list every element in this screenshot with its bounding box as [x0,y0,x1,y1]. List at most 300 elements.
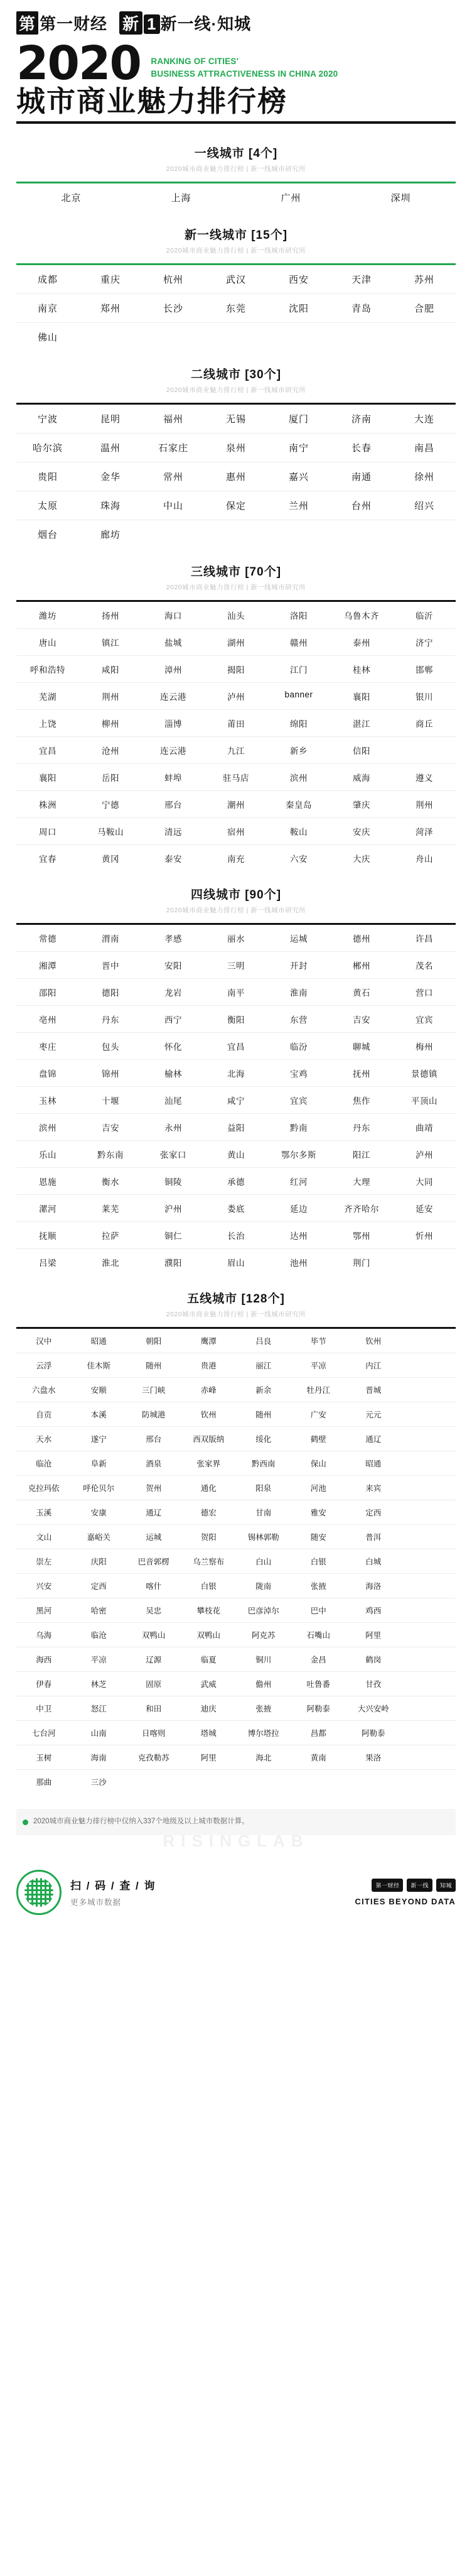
city-cell[interactable]: 临沂 [393,602,456,629]
city-cell[interactable]: 平凉 [291,1353,346,1378]
city-cell[interactable]: 常州 [142,462,205,491]
city-cell[interactable]: 南充 [227,854,245,865]
city-cell[interactable]: 鄂尔多斯 [267,1141,330,1168]
city-cell[interactable]: 德州 [330,925,393,952]
city-cell[interactable]: 泰州 [330,629,393,656]
city-cell[interactable]: 三门峡 [126,1378,181,1402]
city-cell[interactable]: 宁波 [16,405,79,434]
city-cell[interactable]: 白银 [181,1574,237,1598]
city-cell[interactable]: 曲靖 [393,1114,456,1141]
city-cell[interactable]: 北京 [61,193,82,204]
city-cell[interactable]: 呼伦贝尔 [72,1476,127,1500]
city-cell[interactable]: 日喀则 [126,1721,181,1745]
city-cell[interactable]: 连云港 [142,683,205,710]
city-cell[interactable]: 亳州 [16,1006,79,1033]
city-cell[interactable]: 重庆 [79,265,142,294]
city-cell[interactable]: 珠海 [79,491,142,520]
city-cell[interactable]: 本溪 [72,1402,127,1427]
city-cell[interactable]: 镇江 [79,629,142,656]
city-cell[interactable]: 洛阳 [267,602,330,629]
city-cell[interactable]: 定西 [346,1500,401,1525]
city-cell[interactable]: 遂宁 [72,1427,127,1451]
city-cell[interactable]: 邯郸 [393,656,456,683]
city-cell[interactable]: 长治 [205,1222,267,1249]
city-cell[interactable]: 乌兰察布 [181,1549,237,1574]
city-cell[interactable]: 遵义 [393,764,456,791]
city-cell[interactable]: 甘孜 [346,1672,401,1696]
city-cell[interactable]: 绍兴 [393,491,456,520]
city-cell[interactable]: 吴忠 [126,1598,181,1623]
city-cell[interactable]: 阿勒泰 [346,1721,401,1745]
city-cell[interactable]: 贺州 [126,1476,181,1500]
qr-code-icon[interactable] [16,1870,62,1915]
city-cell[interactable]: 梅州 [393,1033,456,1060]
city-cell[interactable]: 景德镇 [393,1060,456,1087]
city-cell[interactable]: 乌海 [16,1623,72,1647]
city-cell[interactable]: 深圳 [390,193,411,204]
city-cell[interactable]: 九江 [205,737,267,764]
city-cell[interactable]: 荆门 [353,1258,370,1269]
city-cell[interactable]: 兰州 [267,491,330,520]
city-cell[interactable]: 石嘴山 [291,1623,346,1647]
city-cell[interactable]: 自贡 [16,1402,72,1427]
city-cell[interactable]: 株洲 [16,791,79,818]
city-cell[interactable]: 平凉 [72,1647,127,1672]
city-cell[interactable]: 天水 [16,1427,72,1451]
city-cell[interactable]: 绥化 [236,1427,291,1451]
city-cell[interactable]: 临沧 [72,1623,127,1647]
city-cell[interactable]: 舟山 [416,854,433,865]
city-cell[interactable]: 云浮 [16,1353,72,1378]
city-cell[interactable]: 包头 [79,1033,142,1060]
city-cell[interactable]: 六盘水 [16,1378,72,1402]
city-cell[interactable]: 绵阳 [267,710,330,737]
city-cell[interactable]: 海西 [16,1647,72,1672]
city-cell[interactable]: 阳江 [330,1141,393,1168]
city-cell[interactable]: 沪州 [142,1195,205,1222]
city-cell[interactable]: 玉树 [16,1745,72,1770]
city-cell[interactable]: 延边 [267,1195,330,1222]
city-cell[interactable]: 周口 [16,818,79,845]
city-cell[interactable]: 广安 [291,1402,346,1427]
city-cell[interactable]: banner [267,683,330,710]
city-cell[interactable]: 双鸭山 [126,1623,181,1647]
city-cell[interactable]: 汕头 [205,602,267,629]
city-cell[interactable]: 阿里 [346,1623,401,1647]
city-cell[interactable]: 惠州 [205,462,267,491]
city-cell[interactable]: 玉林 [16,1087,79,1114]
city-cell[interactable]: 山南 [72,1721,127,1745]
city-cell[interactable]: 黔西南 [236,1451,291,1476]
city-cell[interactable]: 滨州 [267,764,330,791]
city-cell[interactable]: 昆明 [79,405,142,434]
city-cell[interactable]: 金昌 [291,1647,346,1672]
city-cell[interactable]: 阜新 [72,1451,127,1476]
city-cell[interactable]: 苏州 [393,265,456,294]
city-cell[interactable]: 鞍山 [267,818,330,845]
city-cell[interactable]: 徐州 [393,462,456,491]
city-cell[interactable]: 陇南 [236,1574,291,1598]
city-cell[interactable]: 吉安 [330,1006,393,1033]
city-cell[interactable]: 宝鸡 [267,1060,330,1087]
city-cell[interactable]: 东营 [267,1006,330,1033]
city-cell[interactable]: 中山 [142,491,205,520]
city-cell[interactable]: 上海 [171,193,191,204]
city-cell[interactable]: 柳州 [79,710,142,737]
city-cell[interactable]: 兴安 [16,1574,72,1598]
city-cell[interactable]: 塔城 [181,1721,237,1745]
city-cell[interactable]: 南昌 [393,434,456,462]
city-cell[interactable]: 邢台 [142,791,205,818]
city-cell[interactable]: 运城 [126,1525,181,1549]
city-cell[interactable]: 台州 [330,491,393,520]
city-cell[interactable]: 烟台 [37,530,58,541]
city-cell[interactable]: 莱芜 [79,1195,142,1222]
city-cell[interactable]: 防城港 [126,1402,181,1427]
city-cell[interactable]: 桂林 [330,656,393,683]
city-cell[interactable]: 拉萨 [79,1222,142,1249]
city-cell[interactable]: 连云港 [142,737,205,764]
city-cell[interactable]: 甘南 [236,1500,291,1525]
city-cell[interactable]: 迪庆 [181,1696,237,1721]
city-cell[interactable]: 嘉峪关 [72,1525,127,1549]
city-cell[interactable]: 承德 [205,1168,267,1195]
city-cell[interactable]: 黄山 [205,1141,267,1168]
city-cell[interactable]: 衡水 [79,1168,142,1195]
city-cell[interactable]: 白山 [236,1549,291,1574]
city-cell[interactable]: 铜仁 [142,1222,205,1249]
city-cell[interactable]: 鄂州 [330,1222,393,1249]
city-cell[interactable]: 泉州 [205,434,267,462]
scan-block[interactable] [16,1870,156,1915]
city-cell[interactable]: 随州 [126,1353,181,1378]
city-cell[interactable]: 黑河 [16,1598,72,1623]
city-cell[interactable]: 呼和浩特 [16,656,79,683]
city-cell[interactable]: 西双版纳 [181,1427,237,1451]
city-cell[interactable]: 双鸭山 [181,1623,237,1647]
city-cell[interactable]: 伊春 [16,1672,72,1696]
city-cell[interactable]: 淮北 [102,1258,119,1269]
city-cell[interactable]: 厦门 [267,405,330,434]
city-cell[interactable]: 潍坊 [16,602,79,629]
city-cell[interactable]: 湛江 [330,710,393,737]
city-cell[interactable]: 东莞 [205,294,267,323]
city-cell[interactable]: 忻州 [393,1222,456,1249]
city-cell[interactable]: 盐城 [142,629,205,656]
city-cell[interactable]: 临夏 [181,1647,237,1672]
city-cell[interactable]: 唐山 [16,629,79,656]
city-cell[interactable]: 牡丹江 [291,1378,346,1402]
city-cell[interactable]: 通辽 [346,1427,401,1451]
city-cell[interactable]: 阿里 [181,1745,237,1770]
city-cell[interactable]: 济南 [330,405,393,434]
city-cell[interactable]: 湖州 [205,629,267,656]
city-cell[interactable]: 巴音郭楞 [126,1549,181,1574]
city-cell[interactable]: 六安 [290,854,308,865]
city-cell[interactable]: 十堰 [79,1087,142,1114]
city-cell[interactable]: 黄冈 [102,854,119,865]
city-cell[interactable]: 海北 [236,1745,291,1770]
city-cell[interactable]: 龙岩 [142,979,205,1006]
city-cell[interactable]: 鹤岗 [346,1647,401,1672]
city-cell[interactable]: 乐山 [16,1141,79,1168]
city-cell[interactable]: 安康 [72,1500,127,1525]
city-cell[interactable]: 那曲 [36,1778,52,1787]
city-cell[interactable]: 抚顺 [16,1222,79,1249]
city-cell[interactable]: 新余 [236,1378,291,1402]
city-cell[interactable]: 银川 [393,683,456,710]
city-cell[interactable]: 襄阳 [16,764,79,791]
city-cell[interactable]: 南宁 [267,434,330,462]
city-cell[interactable]: 晋中 [79,952,142,979]
city-cell[interactable]: 海洛 [346,1574,401,1598]
city-cell[interactable]: 张家口 [142,1141,205,1168]
city-cell[interactable]: 酒泉 [126,1451,181,1476]
city-cell[interactable]: 普洱 [346,1525,401,1549]
city-cell[interactable]: 海南 [72,1745,127,1770]
city-cell[interactable]: 临汾 [267,1033,330,1060]
city-cell[interactable]: 枣庄 [16,1033,79,1060]
city-cell[interactable]: 汕尾 [142,1087,205,1114]
city-cell[interactable]: 孝感 [142,925,205,952]
city-cell[interactable]: 和田 [126,1696,181,1721]
city-cell[interactable]: 淄博 [142,710,205,737]
city-cell[interactable]: 临沧 [16,1451,72,1476]
city-cell[interactable]: 武威 [181,1672,237,1696]
city-cell[interactable]: 秦皇岛 [267,791,330,818]
city-cell[interactable]: 漳州 [142,656,205,683]
city-cell[interactable]: 雅安 [291,1500,346,1525]
city-cell[interactable]: 哈密 [72,1598,127,1623]
city-cell[interactable]: 铜陵 [142,1168,205,1195]
city-cell[interactable]: 大兴安岭 [346,1696,401,1721]
city-cell[interactable]: 德阳 [79,979,142,1006]
city-cell[interactable]: 无锡 [205,405,267,434]
city-cell[interactable]: 固原 [126,1672,181,1696]
city-cell[interactable]: 黄南 [291,1745,346,1770]
city-cell[interactable]: 开封 [267,952,330,979]
city-cell[interactable]: 果洛 [346,1745,401,1770]
city-cell[interactable]: 咸宁 [205,1087,267,1114]
city-cell[interactable]: 钦州 [181,1402,237,1427]
city-cell[interactable]: 贵阳 [16,462,79,491]
city-cell[interactable]: 博尔塔拉 [236,1721,291,1745]
city-cell[interactable]: 宜春 [39,854,56,865]
city-cell[interactable]: 怒江 [72,1696,127,1721]
city-cell[interactable]: 儋州 [236,1672,291,1696]
city-cell[interactable]: 北海 [205,1060,267,1087]
city-cell[interactable]: 沧州 [79,737,142,764]
city-cell[interactable]: 齐齐哈尔 [330,1195,393,1222]
city-cell[interactable]: 泸州 [393,1141,456,1168]
city-cell[interactable]: 渭南 [79,925,142,952]
city-cell[interactable]: 铜川 [236,1647,291,1672]
city-cell[interactable]: 庆阳 [72,1549,127,1574]
city-cell[interactable]: 锦州 [79,1060,142,1087]
city-cell[interactable]: 驻马店 [205,764,267,791]
city-cell[interactable]: 哈尔滨 [16,434,79,462]
city-cell[interactable]: 通化 [181,1476,237,1500]
city-cell[interactable]: 吕梁 [39,1258,56,1269]
city-cell[interactable]: 丹东 [330,1114,393,1141]
city-cell[interactable]: 池州 [290,1258,308,1269]
city-cell[interactable]: 蚌埠 [142,764,205,791]
city-cell[interactable]: 廊坊 [100,530,121,541]
city-cell[interactable]: 张掖 [291,1574,346,1598]
city-cell[interactable]: 咸阳 [79,656,142,683]
city-cell[interactable]: 清远 [142,818,205,845]
city-cell[interactable]: 合肥 [393,294,456,323]
city-cell[interactable]: 吕良 [236,1329,291,1353]
city-cell[interactable]: 阳泉 [236,1476,291,1500]
city-cell[interactable]: 阿勒泰 [291,1696,346,1721]
city-cell[interactable]: 红河 [267,1168,330,1195]
city-cell[interactable]: 上饶 [16,710,79,737]
city-cell[interactable]: 黔南 [267,1114,330,1141]
city-cell[interactable]: 张家界 [181,1451,237,1476]
city-cell[interactable]: 揭阳 [205,656,267,683]
city-cell[interactable]: 阿克苏 [236,1623,291,1647]
city-cell[interactable]: 西宁 [142,1006,205,1033]
city-cell[interactable]: 西安 [267,265,330,294]
city-cell[interactable]: 延安 [393,1195,456,1222]
city-cell[interactable]: 克拉玛依 [16,1476,72,1500]
city-cell[interactable]: 丽水 [205,925,267,952]
city-cell[interactable]: 宜昌 [205,1033,267,1060]
city-cell[interactable]: 昭通 [72,1329,127,1353]
city-cell[interactable]: 郴州 [330,952,393,979]
city-cell[interactable]: 抚州 [330,1060,393,1087]
city-cell[interactable]: 濮阳 [164,1258,182,1269]
city-cell[interactable]: 娄底 [205,1195,267,1222]
city-cell[interactable]: 长沙 [142,294,205,323]
city-cell[interactable]: 湘潭 [16,952,79,979]
city-cell[interactable]: 大理 [330,1168,393,1195]
city-cell[interactable]: 鸡西 [346,1598,401,1623]
city-cell[interactable]: 文山 [16,1525,72,1549]
city-cell[interactable]: 巴中 [291,1598,346,1623]
city-cell[interactable]: 来宾 [346,1476,401,1500]
city-cell[interactable]: 南通 [330,462,393,491]
city-cell[interactable]: 衡阳 [205,1006,267,1033]
city-cell[interactable]: 昭通 [346,1451,401,1476]
city-cell[interactable]: 林芝 [72,1672,127,1696]
city-cell[interactable]: 许昌 [393,925,456,952]
city-cell[interactable]: 怀化 [142,1033,205,1060]
city-cell[interactable]: 温州 [79,434,142,462]
city-cell[interactable]: 潮州 [205,791,267,818]
city-cell[interactable]: 眉山 [227,1258,245,1269]
city-cell[interactable]: 芜湖 [16,683,79,710]
city-cell[interactable]: 德宏 [181,1500,237,1525]
city-cell[interactable]: 白城 [346,1549,401,1574]
city-cell[interactable]: 邢台 [126,1427,181,1451]
city-cell[interactable]: 赣州 [267,629,330,656]
city-cell[interactable]: 攀枝花 [181,1598,237,1623]
city-cell[interactable]: 焦作 [330,1087,393,1114]
city-cell[interactable]: 漯河 [16,1195,79,1222]
city-cell[interactable]: 荆州 [79,683,142,710]
city-cell[interactable]: 常德 [16,925,79,952]
city-cell[interactable]: 钦州 [346,1329,401,1353]
city-cell[interactable]: 益阳 [205,1114,267,1141]
city-cell[interactable]: 大连 [393,405,456,434]
city-cell[interactable]: 黔东南 [79,1141,142,1168]
city-cell[interactable]: 南京 [16,294,79,323]
city-cell[interactable]: 安庆 [330,818,393,845]
city-cell[interactable]: 保山 [291,1451,346,1476]
city-cell[interactable]: 滨州 [16,1114,79,1141]
city-cell[interactable]: 宜昌 [16,737,79,764]
city-cell[interactable]: 达州 [267,1222,330,1249]
city-cell[interactable]: 郑州 [79,294,142,323]
city-cell[interactable]: 中卫 [16,1696,72,1721]
city-cell[interactable]: 吉安 [79,1114,142,1141]
city-cell[interactable]: 石家庄 [142,434,205,462]
city-cell[interactable]: 丹东 [79,1006,142,1033]
city-cell[interactable]: 定西 [72,1574,127,1598]
city-cell[interactable]: 嘉兴 [267,462,330,491]
city-cell[interactable]: 宿州 [205,818,267,845]
city-cell[interactable]: 杭州 [142,265,205,294]
city-cell[interactable]: 榆林 [142,1060,205,1087]
city-cell[interactable]: 威海 [330,764,393,791]
city-cell[interactable]: 玉溪 [16,1500,72,1525]
city-cell[interactable]: 福州 [142,405,205,434]
city-cell[interactable]: 南平 [205,979,267,1006]
city-cell[interactable]: 佳木斯 [72,1353,127,1378]
city-cell[interactable]: 安顺 [72,1378,127,1402]
city-cell[interactable]: 济宁 [393,629,456,656]
city-cell[interactable]: 营口 [393,979,456,1006]
city-cell[interactable]: 巴彦淖尔 [236,1598,291,1623]
city-cell[interactable]: 乌鲁木齐 [330,602,393,629]
city-cell[interactable]: 淮南 [267,979,330,1006]
city-cell[interactable]: 毕节 [291,1329,346,1353]
city-cell[interactable]: 晋城 [346,1378,401,1402]
city-cell[interactable]: 武汉 [205,265,267,294]
city-cell[interactable]: 崇左 [16,1549,72,1574]
city-cell[interactable]: 沈阳 [267,294,330,323]
city-cell[interactable]: 贺阳 [181,1525,237,1549]
city-cell[interactable]: 肇庆 [330,791,393,818]
city-cell[interactable]: 朝阳 [126,1329,181,1353]
city-cell[interactable]: 张掖 [236,1696,291,1721]
city-cell[interactable]: 锡林郭勒 [236,1525,291,1549]
city-cell[interactable]: 平顶山 [393,1087,456,1114]
city-cell[interactable]: 赤峰 [181,1378,237,1402]
city-cell[interactable]: 三沙 [90,1778,107,1787]
city-cell[interactable]: 三明 [205,952,267,979]
city-cell[interactable]: 泰安 [164,854,182,865]
city-cell[interactable]: 成都 [16,265,79,294]
city-cell[interactable]: 马鞍山 [79,818,142,845]
city-cell[interactable]: 吐鲁番 [291,1672,346,1696]
city-cell[interactable]: 随州 [236,1402,291,1427]
city-cell[interactable]: 泸州 [205,683,267,710]
city-cell[interactable]: 商丘 [393,710,456,737]
city-cell[interactable]: 青岛 [330,294,393,323]
city-cell[interactable]: 鹰潭 [181,1329,237,1353]
city-cell[interactable]: 海口 [142,602,205,629]
city-cell[interactable]: 随安 [291,1525,346,1549]
city-cell[interactable]: 汉中 [16,1329,72,1353]
city-cell[interactable]: 永州 [142,1114,205,1141]
city-cell[interactable]: 鹤壁 [291,1427,346,1451]
city-cell[interactable]: 河池 [291,1476,346,1500]
city-cell[interactable]: 广州 [281,193,301,204]
city-cell[interactable]: 菏泽 [393,818,456,845]
